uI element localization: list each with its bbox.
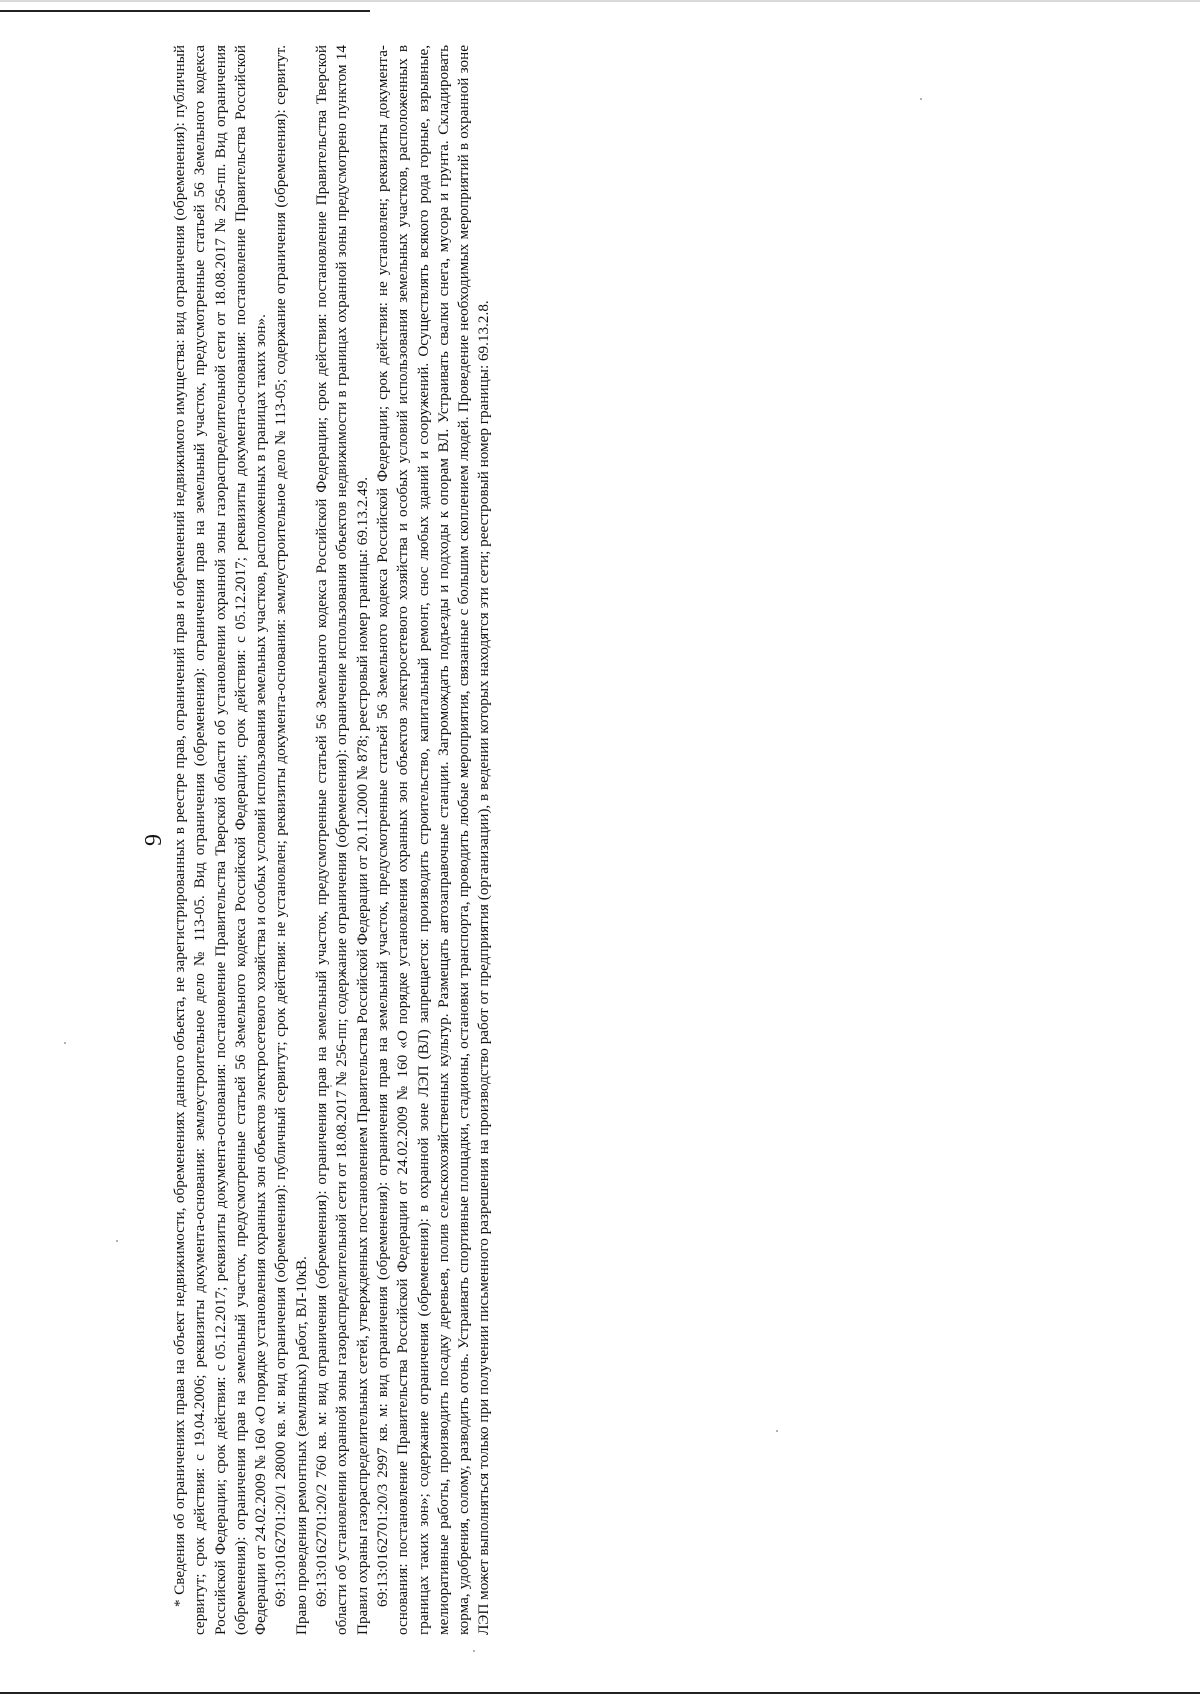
scan-edge-top: [0, 0, 1200, 2]
rotated-page-content: [141, 45, 670, 1635]
paragraph-easement-20-2: 69:13:0162701:20/2 760 кв. м: вид ограничения (обременения): ограничения прав на земельный участок, предусмотренные статьей 56 Земельного кодекса Российской Федерации; срок действия: постановление Правительства Тверской области об установлении охранной зоны газораспределительной сети от 18.08.2017 № 256-пп; содержание ограничения (обременения): ограничение использования объектов недвижимости в границах охранной зоны предусмотрено пунктом 14 Правил охраны газораспределительных сетей, утвержденных постановлением Правительства Российской Федерации от 20.11.2000 № 878; реестровый номер границы: 69.13.2.49.: [313, 45, 371, 1635]
paragraph-easement-20-1: 69:13:0162701:20/1 28000 кв. м: вид ограничения (обременения): публичный сервитут; срок действия: не установлен; реквизиты документа-основания: землеустроительное дело № 113-05; содержание ограничения (обременения): сервитут. Право проведения ремонтных (земляных) работ, ВЛ-10кВ.: [272, 45, 310, 1635]
paragraph-restrictions-intro: * Сведения об ограничениях права на объект недвижимости, обременениях данного объекта, не зарегистрированных в реестре прав, ограничений прав и обременений недвижимого имущества: вид ограничения (обременения): публичный сервитут; срок действия: с 19.04.2006; реквизиты документа-основания: землеустроительное дело № 113-05. Вид ограничения (обременения): ограничения прав на земельный участок, предусмотренные статьей 56 Земельного кодекса Российской Федерации; срок действия: с 05.12.2017; реквизиты документа-основания: постановление Правительства Тверской области об установлении охранной зоны газораспределительной сети от 18.08.2017 № 256-пп. Вид ограничения (обременения): ограничения прав на земельный участок, предусмотренные статьей 56 Земельного кодекса Российской Федерации; срок действия: с 05.12.2017; реквизиты документа-основания: постановление Правительства Российской Федерации от 24.02.2009 № 160 «О порядке установления охранных зон объектов электросетевого хозяйства и особых условий использования земельных участков, расположенных в границах таких зон».: [171, 45, 270, 1635]
paragraph-easement-20-3: 69:13:0162701:20/3 2997 кв. м: вид ограничения (обременения): ограничения прав на земельный участок, предусмотренные статьей 56 Земельного кодекса Российской Федерации; срок действия: не установлен; реквизиты документа-основания: постановление Правительства Российской Федерации от 24.02.2009 № 160 «О порядке установления охранных зон объектов электросетевого хозяйства и особых условий использования земельных участков, расположенных в границах таких зон»; содержание ограничения (обременения): в охранной зоне ЛЭП (ВЛ) запрещается: производить строительство, капитальный ремонт, снос любых зданий и сооружений. Осуществлять всякого рода горные, взрывные, мелиоративные работы, производить посадку деревьев, полив сельскохозяйственных культур. Размещать автозаправочные станции. Загромождать подъезды и подходы к опорам ВЛ. Устраивать свалки снега, мусора и грунта. Складировать корма, удобрения, солому, разводить огонь. Устраивать спортивные площадки, стадионы, остановки транспорта, проводить любые мероприятия, связанные с большим скоплением людей. Проведение необходимых мероприятий в охранной зоне ЛЭП может выполняться только при получении письменного разрешения на производство работ от предприятия (организации), в ведении которых находятся эти сети; реестровый номер границы: 69.13.2.8.: [373, 45, 493, 1635]
scan-speck: [64, 1042, 66, 1044]
scan-speck: [116, 1240, 118, 1242]
scan-speck: [920, 98, 922, 100]
scan-speck: [473, 1650, 475, 1652]
scan-speck: [776, 1430, 778, 1432]
document-body: [170, 45, 495, 1635]
scan-speck: [330, 1085, 332, 1087]
page-number: 9: [141, 834, 167, 846]
scan-edge-bottom: [0, 1692, 1200, 1694]
scan-mark-top: [0, 10, 370, 12]
